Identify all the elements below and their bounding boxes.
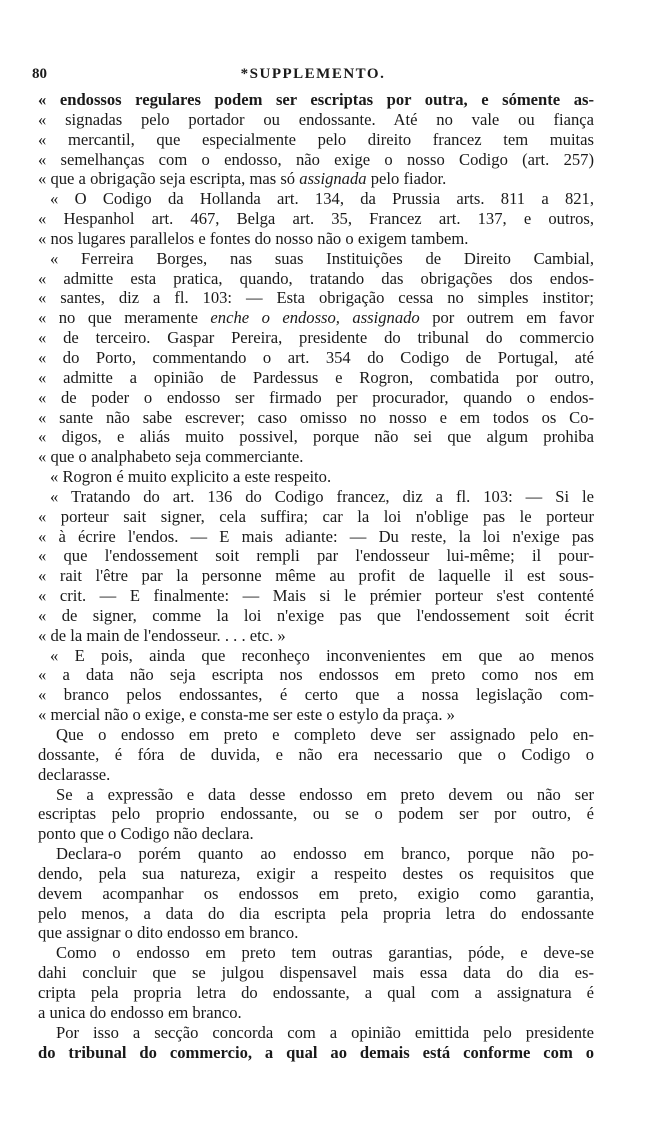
page-number: 80: [32, 66, 47, 82]
text-line: « admitte a opinião de Pardessus e Rogron, combatida por outro,: [38, 367, 594, 387]
text-line: « no que meramente enche o endosso, assignado por outrem em favor: [38, 308, 594, 328]
text-line: cripta pela propria letra do endossante, a qual com a assignatura é: [38, 982, 594, 1002]
italic-phrase: assignada: [299, 169, 367, 189]
text-line: « E pois, ainda que reconheço inconvenientes em que ao menos: [50, 645, 594, 665]
text-line: declarasse.: [38, 764, 111, 784]
text-line: escriptas pelo proprio endossante, ou se o podem ser por outro, é: [38, 804, 594, 824]
text-line: « que a obrigação seja escripta, mas só assignada pelo fiador.: [38, 169, 447, 189]
text-line: « branco pelos endossantes, é certo que a nossa legislação com-: [38, 685, 594, 705]
text-line: « de terceiro. Gaspar Pereira, presidente do tribunal do commercio: [38, 328, 594, 348]
text-line: « que o analphabeto seja commerciante.: [38, 447, 304, 467]
text-line: « à écrire l'endos. — E mais adiante: — Du reste, la loi n'exige pas: [38, 526, 594, 546]
text-line: dahi concluir que se julgou dispensavel mais essa data do dia es-: [38, 963, 594, 983]
text-line: que assignar o dito endosso em branco.: [38, 923, 299, 943]
text-line: Por isso a secção concorda com a opinião emittida pelo presidente: [56, 1022, 594, 1042]
text-line: « de la main de l'endosseur. . . . etc. »: [38, 625, 286, 645]
text-line: « a data não seja escripta nos endossos em preto como nos em: [38, 665, 594, 685]
text-line: « admitte esta pratica, quando, tratando das obrigações dos endos-: [38, 268, 594, 288]
text-line: « Rogron é muito explicito a este respeito.: [50, 467, 332, 487]
text-line: pelo menos, a data do dia escripta pela propria letra do endossante: [38, 903, 594, 923]
text-line: « nos lugares parallelos e fontes do nosso não o exigem tambem.: [38, 228, 469, 248]
text-line: « crit. — E finalmente: — Mais si le prémier porteur s'est contenté: [38, 586, 594, 606]
text-line: « O Codigo da Hollanda art. 134, da Prussia arts. 811 a 821,: [50, 189, 594, 209]
text-line: dendo, pela sua natureza, exigir a respeito destes os requisitos que: [38, 863, 594, 883]
text-line: « do Porto, commentando o art. 354 do Codigo de Portugal, até: [38, 347, 594, 367]
page-header: [32, 66, 594, 86]
italic-phrase: enche o endosso, assignado: [210, 308, 420, 328]
text-line: « mercantil, que especialmente pelo direito francez tem muitas: [38, 129, 594, 149]
text-line: Se a expressão e data desse endosso em preto devem ou não ser: [56, 784, 594, 804]
text-line: Declara-o porém quanto ao endosso em branco, porque não po-: [56, 844, 594, 864]
text-line: « de signer, comme la loi n'exige pas que l'endossement soit écrit: [38, 605, 594, 625]
text-line: « semelhanças com o endosso, não exige o nosso Codigo (art. 257): [38, 149, 594, 169]
text-line: « Hespanhol art. 467, Belga art. 35, Francez art. 137, e outros,: [38, 209, 594, 229]
text-line: Que o endosso em preto e completo deve ser assignado pelo en-: [56, 725, 594, 744]
body-text: [38, 90, 594, 1062]
text-line: ponto que o Codigo não declara.: [38, 824, 254, 844]
text-line: « que l'endossement soit rempli par l'endosseur lui-même; il pour-: [38, 546, 594, 566]
text-line: do tribunal do commercio, a qual ao demais está conforme com o: [38, 1042, 594, 1062]
running-head: *SUPPLEMENTO.: [240, 66, 386, 82]
text-line: « digos, e aliás muito possivel, porque não sei que algum prohiba: [38, 427, 594, 447]
text-line: « Tratando do art. 136 do Codigo francez, diz a fl. 103: — Si le: [50, 486, 594, 506]
text-line: « mercial não o exige, e consta-me ser este o estylo da praça. »: [38, 705, 455, 725]
text-line: Como o endosso em preto tem outras garantias, póde, e deve-se: [56, 943, 594, 963]
text-line: « rait l'être par la personne même au profit de laquelle il est sous-: [38, 566, 594, 586]
text-line: « porteur sait signer, cela suffira; car la loi n'oblige pas le porteur: [38, 506, 594, 526]
text-line: dossante, é fóra de duvida, e não era necessario que o Codigo o: [38, 744, 594, 764]
text-line: « santes, diz a fl. 103: — Esta obrigação cessa no simples institor;: [38, 288, 594, 308]
text-line: « sante não sabe escrever; caso omisso no nosso e em todos os Co-: [38, 407, 594, 427]
text-line: « endossos regulares podem ser escriptas por outra, e sómente as-: [38, 90, 594, 109]
text-line: devem acompanhar os endossos em preto, exigio como garantia,: [38, 883, 594, 903]
text-line: « de poder o endosso ser firmado per procurador, quando o endos-: [38, 387, 594, 407]
text-line: « signadas pelo portador ou endossante. Até no vale ou fiança: [38, 109, 594, 129]
text-line: « Ferreira Borges, nas suas Instituições de Direito Cambial,: [50, 248, 594, 268]
text-line: a unica do endosso em branco.: [38, 1002, 242, 1022]
